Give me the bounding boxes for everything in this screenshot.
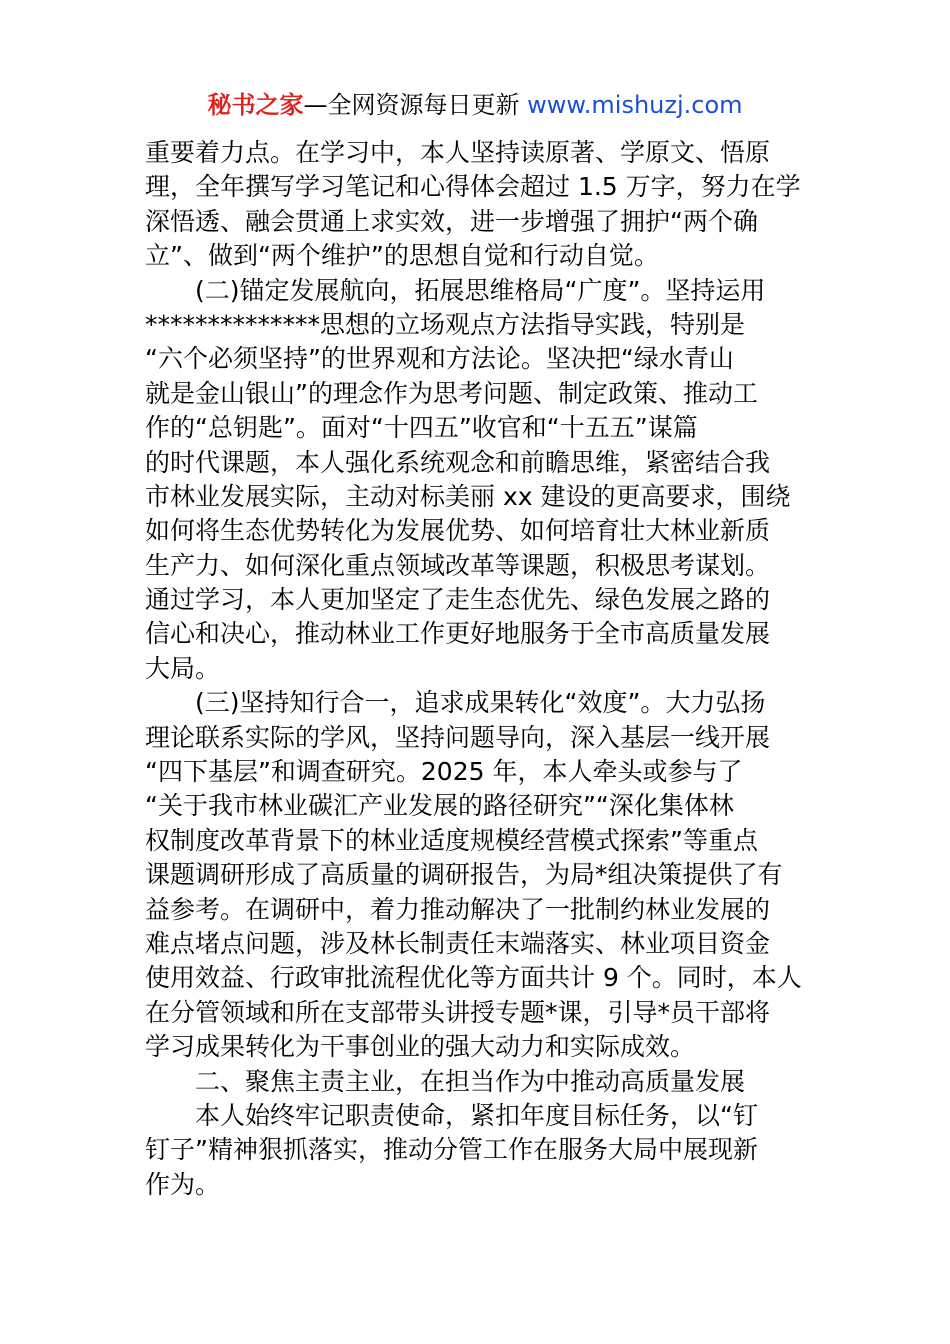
site-tagline: —全网资源每日更新 xyxy=(303,91,528,119)
text-line: 如何将生态优势转化为发展优势、如何培育壮大林业新质 xyxy=(145,516,771,546)
text-line: 信心和决心，推动林业工作更好地服务于全市高质量发展 xyxy=(145,619,771,649)
site-url[interactable]: www.mishuzj.com xyxy=(527,91,743,119)
text-line: 生产力、如何深化重点领域改革等课题，积极思考谋划。 xyxy=(145,550,771,580)
text-line: 市林业发展实际，主动对标美丽 xx 建设的更高要求，围绕 xyxy=(145,481,791,511)
document-body xyxy=(145,136,815,1202)
text-line: 学习成果转化为干事创业的强大动力和实际成效。 xyxy=(145,1032,696,1062)
paragraph-start-line: 本人始终牢记职责使命，紧扣年度目标任务，以“钉 xyxy=(195,1100,758,1130)
text-line: 难点堵点问题，涉及林长制责任末端落实、林业项目资金 xyxy=(145,928,771,958)
text-line: 作为。 xyxy=(145,1169,221,1199)
text-line: 益参考。在调研中，着力推动解决了一批制约林业发展的 xyxy=(145,894,771,924)
text-line: **************思想的立场观点方法指导实践，特别是 xyxy=(145,309,746,339)
text-line: 在分管领域和所在支部带头讲授专题*课，引导*员干部将 xyxy=(145,997,771,1027)
text-line: 重要着力点。在学习中，本人坚持读原著、学原文、悟原 xyxy=(145,138,771,167)
text-line: 就是金山银山”的理念作为思考问题、制定政策、推动工 xyxy=(145,378,758,408)
section-heading-line: (二)锚定发展航向，拓展思维格局“广度”。坚持运用 xyxy=(195,275,766,305)
text-line: 理，全年撰写学习笔记和心得体会超过 1.5 万字，努力在学 xyxy=(145,172,801,202)
text-line: 使用效益、行政审批流程优化等方面共计 9 个。同时，本人 xyxy=(145,963,802,993)
text-line: 通过学习，本人更加坚定了走生态优先、绿色发展之路的 xyxy=(145,585,771,615)
text-line: 作的“总钥匙”。面对“十四五”收官和“十五五”谋篇 xyxy=(145,413,698,443)
section-heading-line: (三)坚持知行合一，追求成果转化“效度”。大力弘扬 xyxy=(195,688,766,718)
text-line: 立”、做到“两个维护”的思想自觉和行动自觉。 xyxy=(145,241,659,271)
text-line: 理论联系实际的学风，坚持问题导向，深入基层一线开展 xyxy=(145,722,771,752)
site-header xyxy=(0,88,950,122)
text-line: 权制度改革背景下的林业适度规模经营模式探索”等重点 xyxy=(145,825,758,855)
text-line: 课题调研形成了高质量的调研报告，为局*组决策提供了有 xyxy=(145,860,783,890)
text-line: 的时代课题，本人强化系统观念和前瞻思维，紧密结合我 xyxy=(145,447,771,477)
chapter-heading-line: 二、聚焦主责主业，在担当作为中推动高质量发展 xyxy=(195,1066,746,1096)
text-line: “四下基层”和调查研究。2025 年，本人牵头或参与了 xyxy=(145,757,743,787)
text-line: 大局。 xyxy=(145,653,221,683)
site-brand: 秘书之家 xyxy=(207,91,304,119)
text-line: “六个必须坚持”的世界观和方法论。坚决把“绿水青山 xyxy=(145,344,734,374)
text-line: 钉子”精神狠抓落实，推动分管工作在服务大局中展现新 xyxy=(145,1135,758,1165)
text-line: 深悟透、融会贯通上求实效，进一步增强了拥护“两个确 xyxy=(145,206,758,236)
text-line: “关于我市林业碳汇产业发展的路径研究”“深化集体林 xyxy=(145,791,734,821)
